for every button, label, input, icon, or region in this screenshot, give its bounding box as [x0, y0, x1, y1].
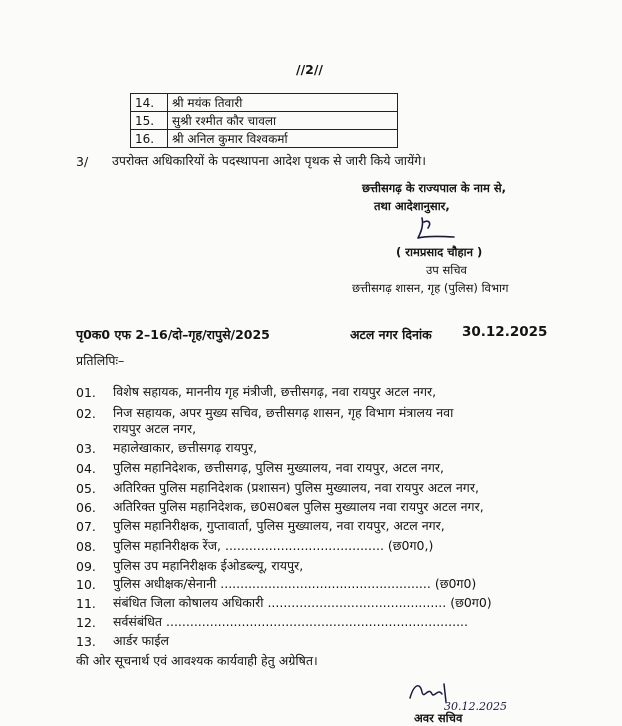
list-item-number: 05.: [76, 481, 96, 496]
list-item-number: 03.: [76, 441, 96, 456]
endorsement-date-label: अटल नगर दिनांक: [350, 327, 432, 342]
list-item: पुलिस अधीक्षक/सेनानी ..................................................... (छ0ग0): [113, 576, 477, 591]
list-item: निज सहायक, अपर मुख्य सचिव, छत्तीसगढ़ शासन, गृह विभाग मंत्रालय नवा: [113, 405, 454, 420]
list-item-continuation: रायपुर अटल नगर,: [113, 421, 197, 436]
list-item: पुलिस महानिदेशक, छत्तीसगढ़, पुलिस मुख्यालय, नवा रायपुर, अटल नगर,: [113, 460, 444, 475]
list-item: महालेखाकार, छत्तीसगढ़ रायपुर,: [113, 440, 258, 455]
list-item-number: 13.: [76, 634, 96, 649]
handwritten-signature: [404, 212, 464, 242]
list-item-number: 07.: [76, 519, 96, 534]
officer-number: 14.: [131, 94, 168, 112]
list-item-number: 08.: [76, 539, 96, 554]
bottom-designation: अवर सचिव: [414, 711, 463, 725]
list-item: विशेष सहायक, माननीय गृह मंत्रीजी, छत्तीसगढ़, नवा रायपुर अटल नगर,: [113, 384, 437, 399]
list-item-number: 04.: [76, 461, 96, 476]
para3-text: उपरोक्त अधिकारियों के पदस्थापना आदेश पृथक से जारी किये जायेंगे।: [112, 153, 427, 168]
officer-number: 15.: [131, 112, 168, 130]
officer-number: 16.: [131, 130, 168, 148]
endorsement-date: 30.12.2025: [462, 324, 548, 340]
list-item-number: 09.: [76, 559, 96, 574]
list-item: पुलिस महानिरीक्षक, गुप्तावार्ता, पुलिस मुख्यालय, नवा रायपुर, अटल नगर,: [113, 518, 445, 533]
list-item: पुलिस उप महानिरीक्षक ईओडब्ल्यू, रायपुर,: [113, 558, 304, 573]
list-item: पुलिस महानिरीक्षक रेंज, ........................................ (छ0ग0,): [113, 538, 434, 553]
list-item-number: 01.: [76, 385, 96, 400]
list-item: अतिरिक्त पुलिस महानिदेशक, छ0स0बल पुलिस मुख्यालय नवा रायपुर अटल नगर,: [113, 499, 484, 514]
endorsement-reference: पृ0क0 एफ 2–16/दो–गृह/रापुसे/2025: [76, 327, 270, 342]
para3-number: 3/: [76, 154, 89, 169]
list-item-number: 11.: [76, 596, 96, 611]
handwritten-date: 30.12.2025: [444, 700, 507, 713]
list-item-number: 06.: [76, 500, 96, 515]
closing-text: की ओर सूचनार्थ एवं आवश्यक कार्यवाही हेतु अग्रेषित।: [76, 653, 318, 668]
list-item: अतिरिक्त पुलिस महानिदेशक (प्रशासन) पुलिस मुख्यालय, नवा रायपुर अटल नगर,: [113, 480, 479, 495]
officer-name: श्री मयंक तिवारी: [168, 94, 398, 112]
table-row: [131, 112, 398, 130]
list-item-number: 10.: [76, 577, 96, 592]
table-row: [131, 130, 398, 148]
list-item-number: 12.: [76, 615, 96, 630]
list-item-number: 02.: [76, 406, 96, 421]
signatory-line1: छत्तीसगढ़ के राज्यपाल के नाम से,: [362, 181, 507, 195]
table-row: [131, 94, 398, 112]
list-item: आर्डर फाईल: [113, 633, 170, 648]
signatory-line2: तथा आदेशानुसार,: [374, 199, 450, 213]
signatory-designation: उप सचिव: [426, 263, 467, 277]
officers-table: [130, 93, 398, 148]
page-marker: //2//: [296, 62, 323, 77]
signatory-department: छत्तीसगढ़ शासन, गृह (पुलिस) विभाग: [352, 281, 509, 295]
list-item: सर्वसंबंधित ............................................................................: [113, 614, 468, 629]
signatory-name: ( रामप्रसाद चौहान ): [396, 245, 483, 259]
officer-name: सुश्री रश्मीत कौर चावला: [168, 112, 398, 130]
copy-label: प्रतिलिपिः–: [76, 353, 125, 368]
officer-name: श्री अनिल कुमार विश्वकर्मा: [168, 130, 398, 148]
list-item: संबंधित जिला कोषालय अधिकारी ............................................. (छ0ग0): [113, 595, 492, 610]
